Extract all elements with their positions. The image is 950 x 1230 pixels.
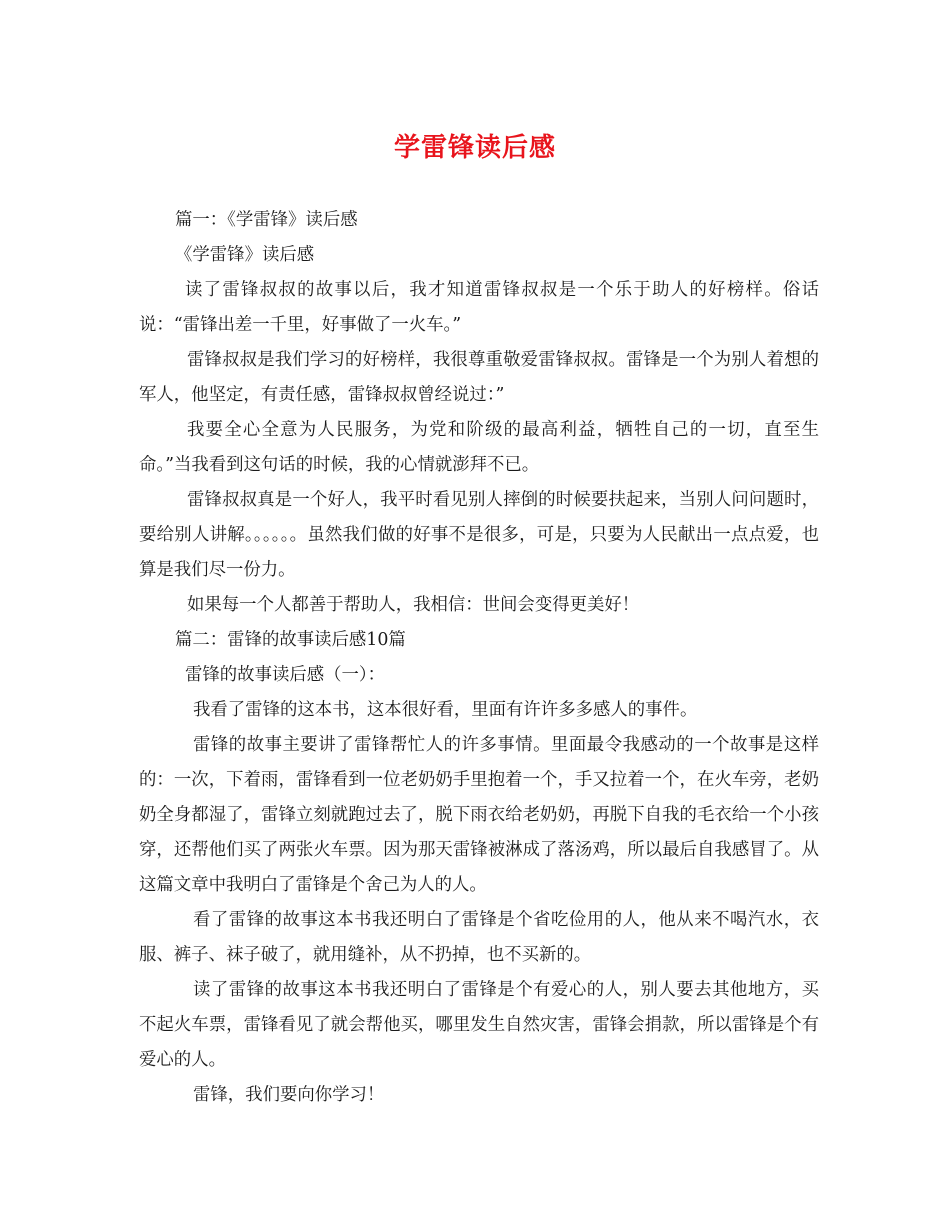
paragraph: 看了雷锋的故事这本书我还明白了雷锋是个省吃俭用的人，他从来不喝汽水，衣服、裤子、袜子破了，就用缝补，从不扔掉，也不买新的。 [139, 910, 819, 965]
paragraph: 雷锋的故事主要讲了雷锋帮忙人的许多事情。里面最令我感动的一个故事是这样的：一次，下着雨，雷锋看到一位老奶奶手里抱着一个，手又拉着一个，在火车旁，老奶奶全身都湿了，雷锋立刻就跑过去了，脱下雨衣给老奶奶，再脱下自我的毛衣给一个小孩穿，还帮他们买了两张火车票。因为那天雷锋被淋成了落汤鸡，所以最后自我感冒了。从这篇文章中我明白了雷锋是个舍己为人的人。 [139, 735, 819, 895]
paragraph: 雷锋叔叔真是一个好人，我平时看见别人摔倒的时候要扶起来，当别人问问题时，要给别人讲解。。。。。。虽然我们做的好事不是很多，可是，只要为人民献出一点点爱，也算是我们尽一份力。 [139, 490, 819, 580]
document-title: 学雷锋读后感 [393, 133, 556, 163]
subheading-1: 《学雷锋》读后感 [175, 245, 315, 265]
paragraph: 读了雷锋的故事这本书我还明白了雷锋是个有爱心的人，别人要去其他地方，买不起火车票，雷锋看见了就会帮他买，哪里发生自然灾害，雷锋会捐款，所以雷锋是个有爱心的人。 [139, 980, 819, 1070]
paragraph: 我看了雷锋的这本书，这本很好看，里面有许许多多感人的事件。 [193, 700, 698, 720]
paragraph: 我要全心全意为人民服务，为党和阶级的最高利益，牺牲自己的一切，直至生命。”当我看到这句话的时候，我的心情就澎拜不已。 [139, 420, 819, 475]
paragraph: 雷锋叔叔是我们学习的好榜样，我很尊重敬爱雷锋叔叔。雷锋是一个为别人着想的军人，他坚定，有责任感，雷锋叔叔曾经说过：” [139, 350, 819, 405]
document-body [139, 203, 819, 1113]
paragraph: 读了雷锋叔叔的故事以后，我才知道雷锋叔叔是一个乐于助人的好榜样。俗话说：“雷锋出差一千里，好事做了一火车。” [139, 280, 819, 335]
section-heading-2: 篇二：雷锋的故事读后感10篇 [175, 630, 406, 650]
paragraph: 雷锋，我们要向你学习！ [193, 1085, 385, 1105]
section-heading-1: 篇一：《学雷锋》读后感 [175, 210, 358, 230]
subheading-2: 雷锋的故事读后感（一）： [185, 665, 385, 685]
paragraph: 如果每一个人都善于帮助人，我相信：世间会变得更美好！ [187, 595, 640, 615]
